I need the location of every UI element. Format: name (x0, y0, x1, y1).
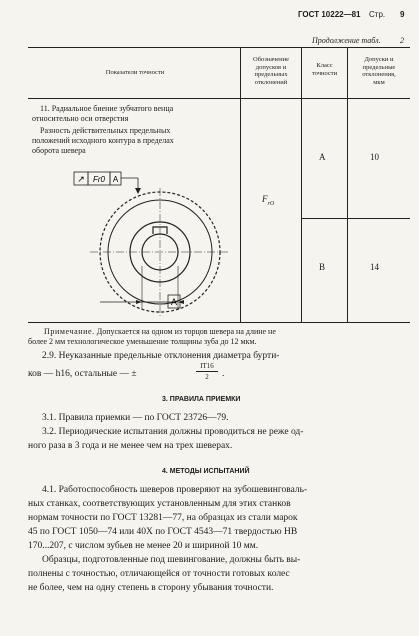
class-cell-a: A (319, 152, 326, 162)
column-header-designation: Обозначение допусков и предельных отклонений (253, 56, 289, 86)
table-col-divider-2 (301, 47, 302, 322)
table-note-line-2: более 2 мм технологическое уменьшение толщины зуба до 12 мкм. (28, 337, 257, 346)
table-col-divider-1 (240, 47, 241, 322)
datum-label-bottom: A (170, 297, 178, 307)
column-header-indicator: Показатели точности (105, 69, 165, 76)
row-item-description: Разность действительных предельных положений исходного контура в пределах оборота шевера (32, 126, 174, 155)
column-header-class: Класс точности (311, 62, 338, 77)
tolerance-frame (74, 172, 141, 194)
section-4-title: 4. МЕТОДЫ ИСПЫТАНИЙ (162, 468, 250, 475)
para-3-2-line-1: 3.2. Периодические испытания должны проводиться не реже од- (42, 427, 304, 437)
frame-datum: A (112, 175, 119, 184)
para-3-2-line-2: ного раза в 3 года и не менее чем на трех шеверах. (28, 441, 233, 451)
para-4-1-line-4: 45 по ГОСТ 1050—74 или 40Х по ГОСТ 4543—71 твердостью НВ (28, 527, 298, 537)
table-continuation-label: Продолжение табл. (312, 36, 381, 45)
tolerance-cell-a: 10 (370, 152, 379, 162)
table-continuation-number: 2 (400, 36, 404, 45)
table-bottom-rule (28, 322, 410, 323)
para-3-1: 3.1. Правила приемки — по ГОСТ 23726—79. (42, 413, 229, 423)
table-top-rule (28, 47, 410, 48)
row-item-title: 11. Радиальное биение зубчатого венца относительно оси отверстия (32, 104, 174, 123)
para-4-1-line-3: нормам точности по ГОСТ 13281—77, на образцах из стали марок (28, 513, 298, 523)
table-col-divider-3 (347, 47, 348, 322)
para-4-2-line-1: Образцы, подготовленные под шевингование, должны быть вы- (42, 555, 301, 565)
runout-arrow-icon: ↗ (77, 174, 85, 184)
document-header-gost: ГОСТ 10222—81 (298, 10, 361, 19)
table-header-rule (28, 98, 410, 99)
para-4-1-line-1: 4.1. Работоспособность шеверов проверяют на зубошевинговаль- (42, 485, 308, 495)
para-4-1-line-5: 170...207, с числом зубьев не менее 20 и шириной 10 мм. (28, 541, 259, 551)
shaver-runout-drawing (60, 170, 240, 320)
designation-symbol: $F_{rO}$ (262, 194, 275, 207)
para-2-9-period: . (222, 369, 225, 379)
fraction-denominator: 2 (205, 373, 209, 381)
table-note: Примечание. Допускается на одном из торцов шевера на длине не (44, 327, 276, 336)
page-number: 9 (400, 10, 405, 19)
frame-code: Fr0 (93, 175, 105, 184)
para-4-2-line-3: не более, чем на одну степень в сторону убывания точности. (28, 583, 274, 593)
tolerance-cell-b: 14 (370, 262, 379, 272)
fraction-numerator: IT16 (200, 362, 214, 370)
section-3-title: 3. ПРАВИЛА ПРИЕМКИ (162, 396, 241, 403)
para-4-1-line-2: ных станках, соответствующих установленным для этих станков (28, 499, 291, 509)
fraction-bar (196, 371, 218, 372)
column-header-tolerance: Допуски и предельные отклонения, мкм (362, 56, 396, 86)
para-2-9-line-2: ков — h16, остальные — ± (28, 369, 137, 379)
class-cell-b: B (319, 262, 326, 272)
table-row-divider (301, 218, 410, 219)
para-4-2-line-2: полнены с точностью, отличающейся от точности готовых колес (28, 569, 290, 579)
page-label: Стр. (369, 10, 386, 19)
para-2-9-line-1: 2.9. Неуказанные предельные отклонения диаметра бурти- (42, 351, 280, 361)
